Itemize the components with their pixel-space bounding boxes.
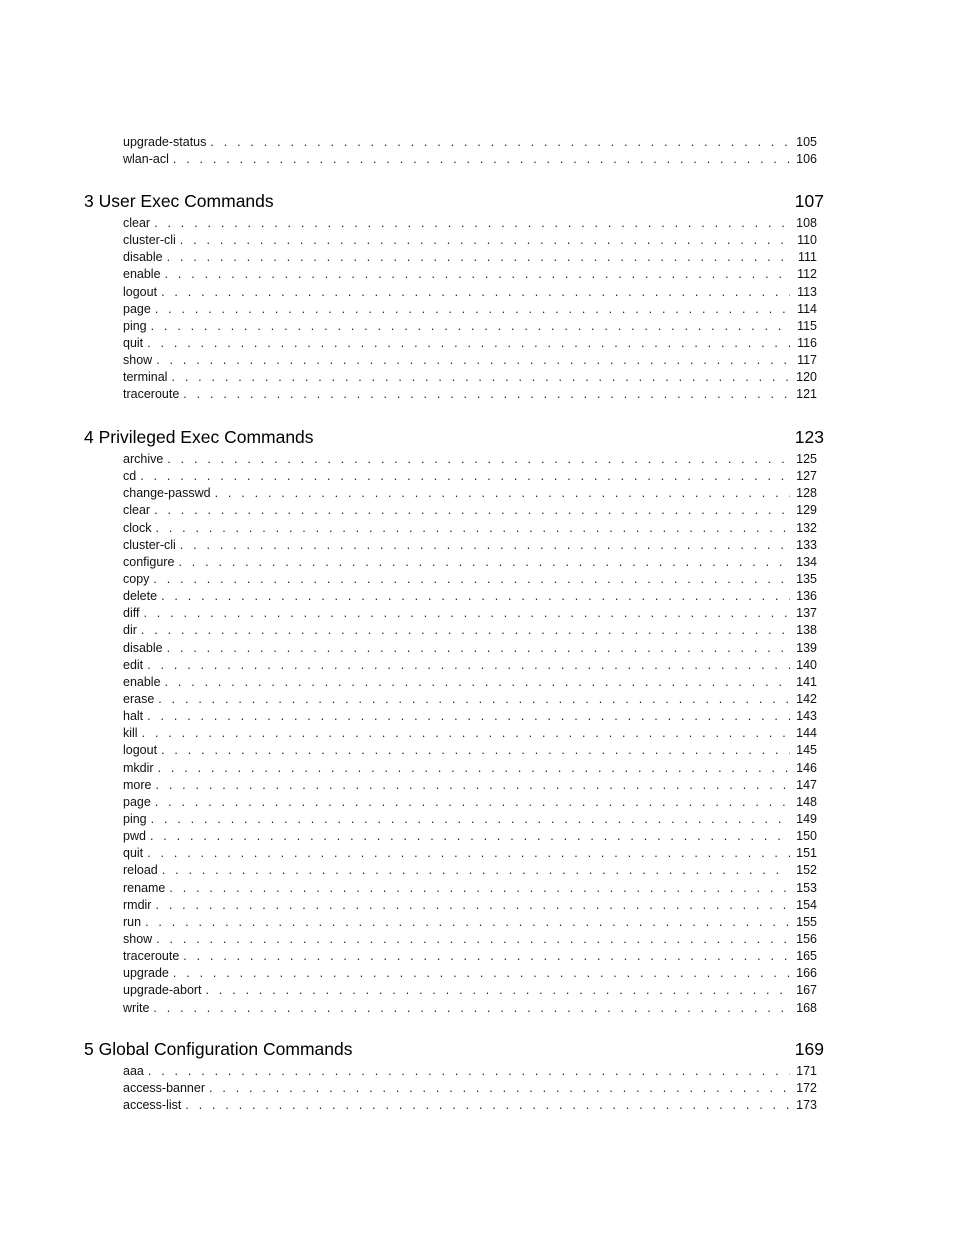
entry-name: copy	[123, 571, 150, 586]
dot-leader	[147, 708, 790, 725]
toc-entry[interactable]	[123, 520, 817, 537]
toc-entry[interactable]	[123, 215, 817, 232]
toc-entry[interactable]	[123, 794, 817, 811]
entry-name: show	[123, 931, 153, 946]
entry-name: page	[123, 301, 151, 316]
entry-name: more	[123, 777, 152, 792]
dot-leader	[210, 134, 790, 151]
toc-entry[interactable]	[123, 485, 817, 502]
toc-entry[interactable]	[123, 640, 817, 657]
entry-name: upgrade	[123, 966, 169, 981]
entry-page: 132	[796, 520, 817, 535]
dot-leader	[183, 386, 790, 403]
toc-entry[interactable]	[123, 249, 817, 266]
entry-page: 139	[796, 640, 817, 655]
toc-entry[interactable]	[123, 571, 817, 588]
continued-entries	[123, 134, 817, 168]
toc-entry[interactable]	[123, 725, 817, 742]
entry-page: 140	[796, 657, 817, 672]
entry-page: 134	[796, 554, 817, 569]
entry-page: 148	[796, 794, 817, 809]
toc-entry[interactable]	[123, 605, 817, 622]
toc-entry[interactable]	[123, 657, 817, 674]
toc-entry[interactable]	[123, 502, 817, 519]
dot-leader	[165, 266, 790, 283]
toc-entry[interactable]	[123, 468, 817, 485]
dot-leader	[140, 468, 790, 485]
entry-page: 146	[796, 760, 817, 775]
dot-leader	[209, 1080, 790, 1097]
entry-page: 108	[796, 216, 817, 230]
entry-page: 149	[796, 811, 817, 826]
dot-leader	[151, 318, 790, 335]
dot-leader	[183, 948, 790, 965]
toc-entry[interactable]	[123, 811, 817, 828]
entry-name: enable	[123, 267, 161, 282]
entry-name: mkdir	[123, 760, 154, 775]
entry-page: 106	[796, 152, 817, 167]
chapter-heading[interactable]	[84, 190, 824, 212]
entry-page: 172	[796, 1081, 817, 1096]
toc-entry[interactable]	[123, 232, 817, 249]
entry-page: 155	[796, 914, 817, 929]
dot-leader	[178, 554, 790, 571]
toc-entry[interactable]	[123, 862, 817, 879]
dot-leader	[147, 657, 790, 674]
chapter-page: 107	[794, 191, 824, 211]
toc-entry[interactable]	[123, 554, 817, 571]
entry-page: 112	[797, 267, 817, 282]
dot-leader	[142, 725, 790, 742]
dot-leader	[155, 777, 790, 794]
entry-name: aaa	[123, 1064, 144, 1078]
entry-name: diff	[123, 606, 140, 621]
entry-page: 156	[796, 931, 817, 946]
toc-entry[interactable]	[123, 1097, 817, 1114]
chapter-title: 5 Global Configuration Commands	[84, 1039, 353, 1059]
entry-name: ping	[123, 811, 147, 826]
chapter-entries	[123, 1063, 817, 1114]
dot-leader	[155, 301, 790, 318]
entry-name: terminal	[123, 370, 168, 385]
toc-entry[interactable]	[123, 828, 817, 845]
entry-page: 121	[796, 387, 817, 402]
toc-entry[interactable]	[123, 352, 817, 369]
chapter-title: 3 User Exec Commands	[84, 191, 274, 211]
toc-entry[interactable]	[123, 301, 817, 318]
toc-entry[interactable]	[123, 451, 817, 468]
entry-name: delete	[123, 589, 158, 604]
entry-page: 137	[796, 606, 817, 621]
dot-leader	[180, 232, 790, 249]
toc-entry[interactable]	[123, 335, 817, 352]
chapter-heading[interactable]	[84, 1038, 824, 1060]
dot-leader	[173, 151, 790, 168]
dot-leader	[153, 571, 790, 588]
chapter-title: 4 Privileged Exec Commands	[84, 427, 314, 447]
chapter-page: 169	[794, 1039, 824, 1059]
entry-name: reload	[123, 863, 158, 878]
entry-name: archive	[123, 452, 164, 466]
toc-entry[interactable]	[123, 742, 817, 759]
entry-name: clock	[123, 520, 152, 535]
entry-name: traceroute	[123, 387, 180, 402]
toc-entry[interactable]	[123, 777, 817, 794]
entry-name: clear	[123, 216, 151, 230]
toc-entry[interactable]	[123, 708, 817, 725]
entry-page: 147	[796, 777, 817, 792]
entry-page: 114	[797, 301, 817, 316]
toc-entry[interactable]	[123, 284, 817, 301]
toc-entry[interactable]	[123, 1063, 817, 1080]
dot-leader	[158, 691, 790, 708]
toc-entry[interactable]	[123, 622, 817, 639]
dot-leader	[151, 811, 790, 828]
dot-leader	[167, 249, 790, 266]
entry-name: logout	[123, 284, 158, 299]
toc-entry[interactable]	[123, 982, 817, 999]
dot-leader	[155, 897, 790, 914]
toc-entry[interactable]	[123, 369, 817, 386]
entry-name: page	[123, 794, 151, 809]
toc-entry[interactable]	[123, 266, 817, 283]
toc-entry[interactable]	[123, 880, 817, 897]
entry-name: quit	[123, 335, 144, 350]
dot-leader	[156, 352, 790, 369]
dot-leader	[171, 369, 790, 386]
entry-name: access-list	[123, 1098, 182, 1113]
dot-leader	[161, 284, 790, 301]
entry-page: 151	[796, 846, 817, 861]
entry-page: 138	[796, 623, 817, 638]
entry-name: enable	[123, 674, 161, 689]
entry-page: 113	[797, 284, 817, 299]
entry-name: erase	[123, 691, 155, 706]
entry-page: 168	[796, 1000, 817, 1015]
entry-name: ping	[123, 318, 147, 333]
entry-page: 116	[797, 335, 817, 350]
entry-name: configure	[123, 554, 175, 569]
entry-page: 128	[796, 486, 817, 501]
chapter-page: 123	[794, 427, 824, 447]
entry-name: dir	[123, 623, 137, 638]
chapter-entries	[123, 215, 817, 404]
toc-entry[interactable]	[123, 588, 817, 605]
entry-page: 150	[796, 829, 817, 844]
toc-entry[interactable]	[123, 845, 817, 862]
dot-leader	[185, 1097, 790, 1114]
entry-name: wlan-acl	[123, 152, 169, 167]
entry-name: cd	[123, 469, 137, 484]
toc-entry[interactable]	[123, 931, 817, 948]
dot-leader	[148, 1063, 790, 1080]
entry-page: 136	[796, 589, 817, 604]
entry-page: 142	[796, 691, 817, 706]
toc-entry[interactable]	[123, 134, 817, 151]
dot-leader	[162, 862, 790, 879]
toc-entry[interactable]	[123, 151, 817, 168]
dot-leader	[154, 502, 790, 519]
dot-leader	[141, 622, 790, 639]
entry-page: 135	[796, 571, 817, 586]
entry-name: upgrade-abort	[123, 983, 202, 998]
entry-name: logout	[123, 743, 158, 758]
entry-page: 117	[797, 353, 817, 368]
dot-leader	[167, 451, 790, 468]
entry-page: 141	[796, 674, 817, 689]
dot-leader	[173, 965, 790, 982]
toc-entry[interactable]	[123, 965, 817, 982]
dot-leader	[143, 605, 790, 622]
entry-page: 129	[796, 503, 817, 518]
dot-leader	[158, 760, 790, 777]
chapter-heading[interactable]	[84, 426, 824, 448]
entry-name: traceroute	[123, 949, 180, 964]
entry-name: pwd	[123, 829, 146, 844]
dot-leader	[206, 982, 790, 999]
entry-name: cluster-cli	[123, 233, 176, 248]
toc-entry[interactable]	[123, 948, 817, 965]
dot-leader	[147, 335, 790, 352]
dot-leader	[215, 485, 790, 502]
toc-entry[interactable]	[123, 760, 817, 777]
entry-name: kill	[123, 726, 138, 741]
dot-leader	[155, 794, 790, 811]
entry-name: clear	[123, 503, 151, 518]
dot-leader	[145, 914, 790, 931]
entry-page: 105	[796, 135, 817, 149]
entry-name: rename	[123, 880, 166, 895]
dot-leader	[154, 215, 790, 232]
entry-page: 143	[796, 709, 817, 724]
entry-page: 173	[796, 1098, 817, 1113]
toc-entry[interactable]	[123, 897, 817, 914]
entry-page: 115	[797, 318, 817, 333]
toc-entry[interactable]	[123, 537, 817, 554]
entry-page: 154	[796, 897, 817, 912]
entry-name: upgrade-status	[123, 135, 207, 149]
entry-page: 127	[796, 469, 817, 484]
entry-page: 133	[796, 537, 817, 552]
entry-name: access-banner	[123, 1081, 205, 1096]
entry-name: cluster-cli	[123, 537, 176, 552]
entry-name: edit	[123, 657, 144, 672]
dot-leader	[167, 640, 790, 657]
dot-leader	[165, 674, 790, 691]
entry-page: 166	[796, 966, 817, 981]
entry-page: 153	[796, 880, 817, 895]
entry-page: 144	[796, 726, 817, 741]
entry-name: quit	[123, 846, 144, 861]
dot-leader	[150, 828, 790, 845]
toc-entry[interactable]	[123, 691, 817, 708]
toc-entry[interactable]	[123, 318, 817, 335]
toc-entry[interactable]	[123, 386, 817, 403]
toc-entry[interactable]	[123, 1000, 817, 1017]
toc-entry[interactable]	[123, 1080, 817, 1097]
entry-name: halt	[123, 709, 144, 724]
entry-name: disable	[123, 250, 163, 265]
entry-page: 110	[797, 233, 817, 248]
entry-page: 167	[796, 983, 817, 998]
dot-leader	[155, 520, 790, 537]
dot-leader	[180, 537, 790, 554]
dot-leader	[161, 742, 790, 759]
entry-page: 152	[796, 863, 817, 878]
dot-leader	[153, 1000, 790, 1017]
entry-name: rmdir	[123, 897, 152, 912]
entry-name: disable	[123, 640, 163, 655]
chapter-entries	[123, 451, 817, 1017]
entry-name: show	[123, 353, 153, 368]
entry-name: change-passwd	[123, 486, 211, 501]
dot-leader	[156, 931, 790, 948]
dot-leader	[161, 588, 790, 605]
entry-name: write	[123, 1000, 150, 1015]
entry-name: run	[123, 914, 142, 929]
dot-leader	[147, 845, 790, 862]
toc-entry[interactable]	[123, 914, 817, 931]
dot-leader	[169, 880, 790, 897]
entry-page: 165	[796, 949, 817, 964]
entry-page: 120	[796, 370, 817, 385]
toc-entry[interactable]	[123, 674, 817, 691]
entry-page: 111	[797, 250, 817, 265]
entry-page: 145	[796, 743, 817, 758]
entry-page: 171	[796, 1064, 817, 1078]
entry-page: 125	[796, 452, 817, 466]
